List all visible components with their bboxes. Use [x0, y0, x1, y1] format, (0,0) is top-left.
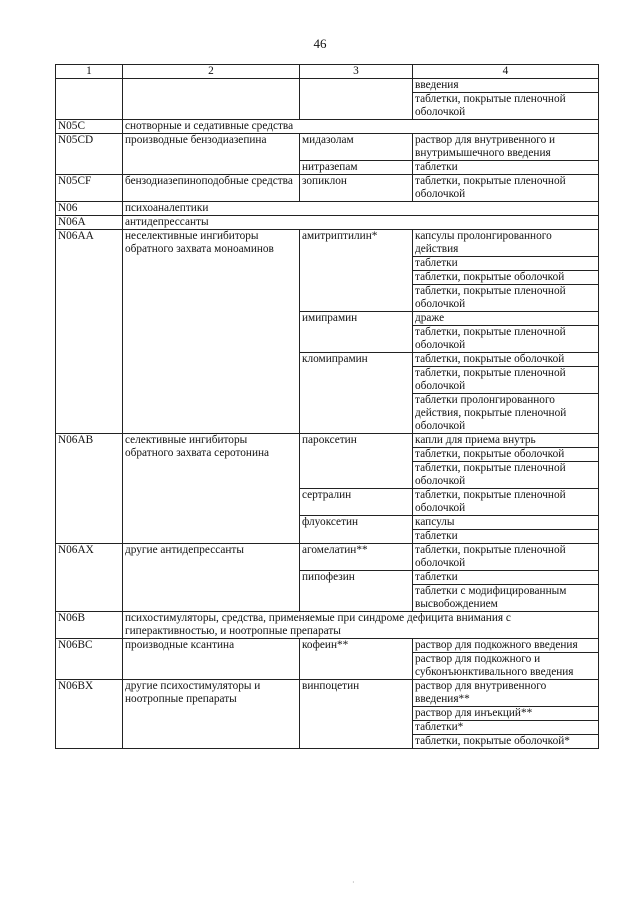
form-cell: таблетки* — [413, 721, 599, 735]
form-cell: таблетки, покрытые пленочной оболочкой — [413, 544, 599, 571]
code-cell: N06BC — [56, 639, 123, 680]
drug-cell: агомелатин** — [300, 544, 413, 571]
code-cell: N06B — [56, 612, 123, 639]
drug-cell: имипрамин — [300, 312, 413, 353]
table-row — [56, 230, 599, 257]
group-cell: производные бензодиазепина — [123, 134, 300, 175]
column-header: 3 — [300, 65, 413, 79]
group-cell: другие антидепрессанты — [123, 544, 300, 612]
form-cell: раствор для внутривенного и внутримышечного введения — [413, 134, 599, 161]
code-cell: N05CF — [56, 175, 123, 202]
table-row — [56, 216, 599, 230]
group-cell: бензодиазепиноподобные средства — [123, 175, 300, 202]
form-cell: таблетки, покрытые пленочной оболочкой — [413, 462, 599, 489]
code-cell: N06A — [56, 216, 123, 230]
code-cell: N06BX — [56, 680, 123, 749]
table-row — [56, 639, 599, 653]
form-cell: таблетки, покрытые оболочкой — [413, 353, 599, 367]
column-header: 4 — [413, 65, 599, 79]
code-cell — [56, 79, 123, 120]
form-cell: таблетки, покрытые пленочной оболочкой — [413, 489, 599, 516]
column-header: 2 — [123, 65, 300, 79]
form-cell: раствор для инъекций** — [413, 707, 599, 721]
form-cell: таблетки, покрытые пленочной оболочкой — [413, 175, 599, 202]
form-cell: таблетки, покрытые пленочной оболочкой — [413, 367, 599, 394]
form-cell: раствор для подкожного и субконъюнктивального введения — [413, 653, 599, 680]
page-number: 46 — [313, 36, 327, 51]
form-cell: таблетки — [413, 161, 599, 175]
form-cell: капсулы — [413, 516, 599, 530]
drug-cell: флуоксетин — [300, 516, 413, 544]
group-cell: производные ксантина — [123, 639, 300, 680]
table-row — [56, 79, 599, 93]
drug-table — [55, 64, 599, 749]
table-row — [56, 434, 599, 448]
drug-cell: зопиклон — [300, 175, 413, 202]
group-cell: психостимуляторы, средства, применяемые при синдроме дефицита внимания с гиперактивностью, и ноотропные препараты — [123, 612, 599, 639]
code-cell: N06 — [56, 202, 123, 216]
form-cell: таблетки, покрытые пленочной оболочкой — [413, 285, 599, 312]
drug-cell: пароксетин — [300, 434, 413, 489]
table-row — [56, 175, 599, 202]
drug-cell: мидазолам — [300, 134, 413, 161]
form-cell: раствор для подкожного введения — [413, 639, 599, 653]
drug-cell: сертралин — [300, 489, 413, 516]
code-cell: N06AB — [56, 434, 123, 544]
group-cell: снотворные и седативные средства — [123, 120, 599, 134]
code-cell: N05C — [56, 120, 123, 134]
form-cell: таблетки — [413, 571, 599, 585]
drug-cell: пипофезин — [300, 571, 413, 612]
code-cell: N06AA — [56, 230, 123, 434]
scan-speck: · — [352, 878, 355, 887]
drug-cell — [300, 79, 413, 120]
form-cell: таблетки — [413, 530, 599, 544]
drug-cell: кофеин** — [300, 639, 413, 680]
form-cell: таблетки, покрытые пленочной оболочкой — [413, 93, 599, 120]
table-row — [56, 120, 599, 134]
form-cell: введения — [413, 79, 599, 93]
header-row — [56, 65, 599, 79]
form-cell: таблетки, покрытые оболочкой — [413, 448, 599, 462]
drug-cell: нитразепам — [300, 161, 413, 175]
table-row — [56, 134, 599, 161]
table-row — [56, 202, 599, 216]
form-cell: капсулы пролонгированного действия — [413, 230, 599, 257]
form-cell: таблетки, покрытые оболочкой — [413, 271, 599, 285]
form-cell: таблетки, покрытые оболочкой* — [413, 735, 599, 749]
drug-cell: винпоцетин — [300, 680, 413, 749]
group-cell: неселективные ингибиторы обратного захвата моноаминов — [123, 230, 300, 434]
form-cell: таблетки, покрытые пленочной оболочкой — [413, 326, 599, 353]
column-header: 1 — [56, 65, 123, 79]
form-cell: раствор для внутривенного введения** — [413, 680, 599, 707]
drug-cell: кломипрамин — [300, 353, 413, 434]
group-cell: другие психостимуляторы и ноотропные препараты — [123, 680, 300, 749]
code-cell: N05CD — [56, 134, 123, 175]
table-row — [56, 544, 599, 571]
form-cell: таблетки — [413, 257, 599, 271]
code-cell: N06AX — [56, 544, 123, 612]
group-cell: антидепрессанты — [123, 216, 599, 230]
table-row — [56, 612, 599, 639]
form-cell: таблетки пролонгированного действия, покрытые пленочной оболочкой — [413, 394, 599, 434]
form-cell: таблетки с модифицированным высвобождением — [413, 585, 599, 612]
form-cell: драже — [413, 312, 599, 326]
group-cell: селективные ингибиторы обратного захвата серотонина — [123, 434, 300, 544]
group-cell: психоаналептики — [123, 202, 599, 216]
drug-cell: амитриптилин* — [300, 230, 413, 312]
form-cell: капли для приема внутрь — [413, 434, 599, 448]
group-cell — [123, 79, 300, 120]
table-row — [56, 680, 599, 707]
